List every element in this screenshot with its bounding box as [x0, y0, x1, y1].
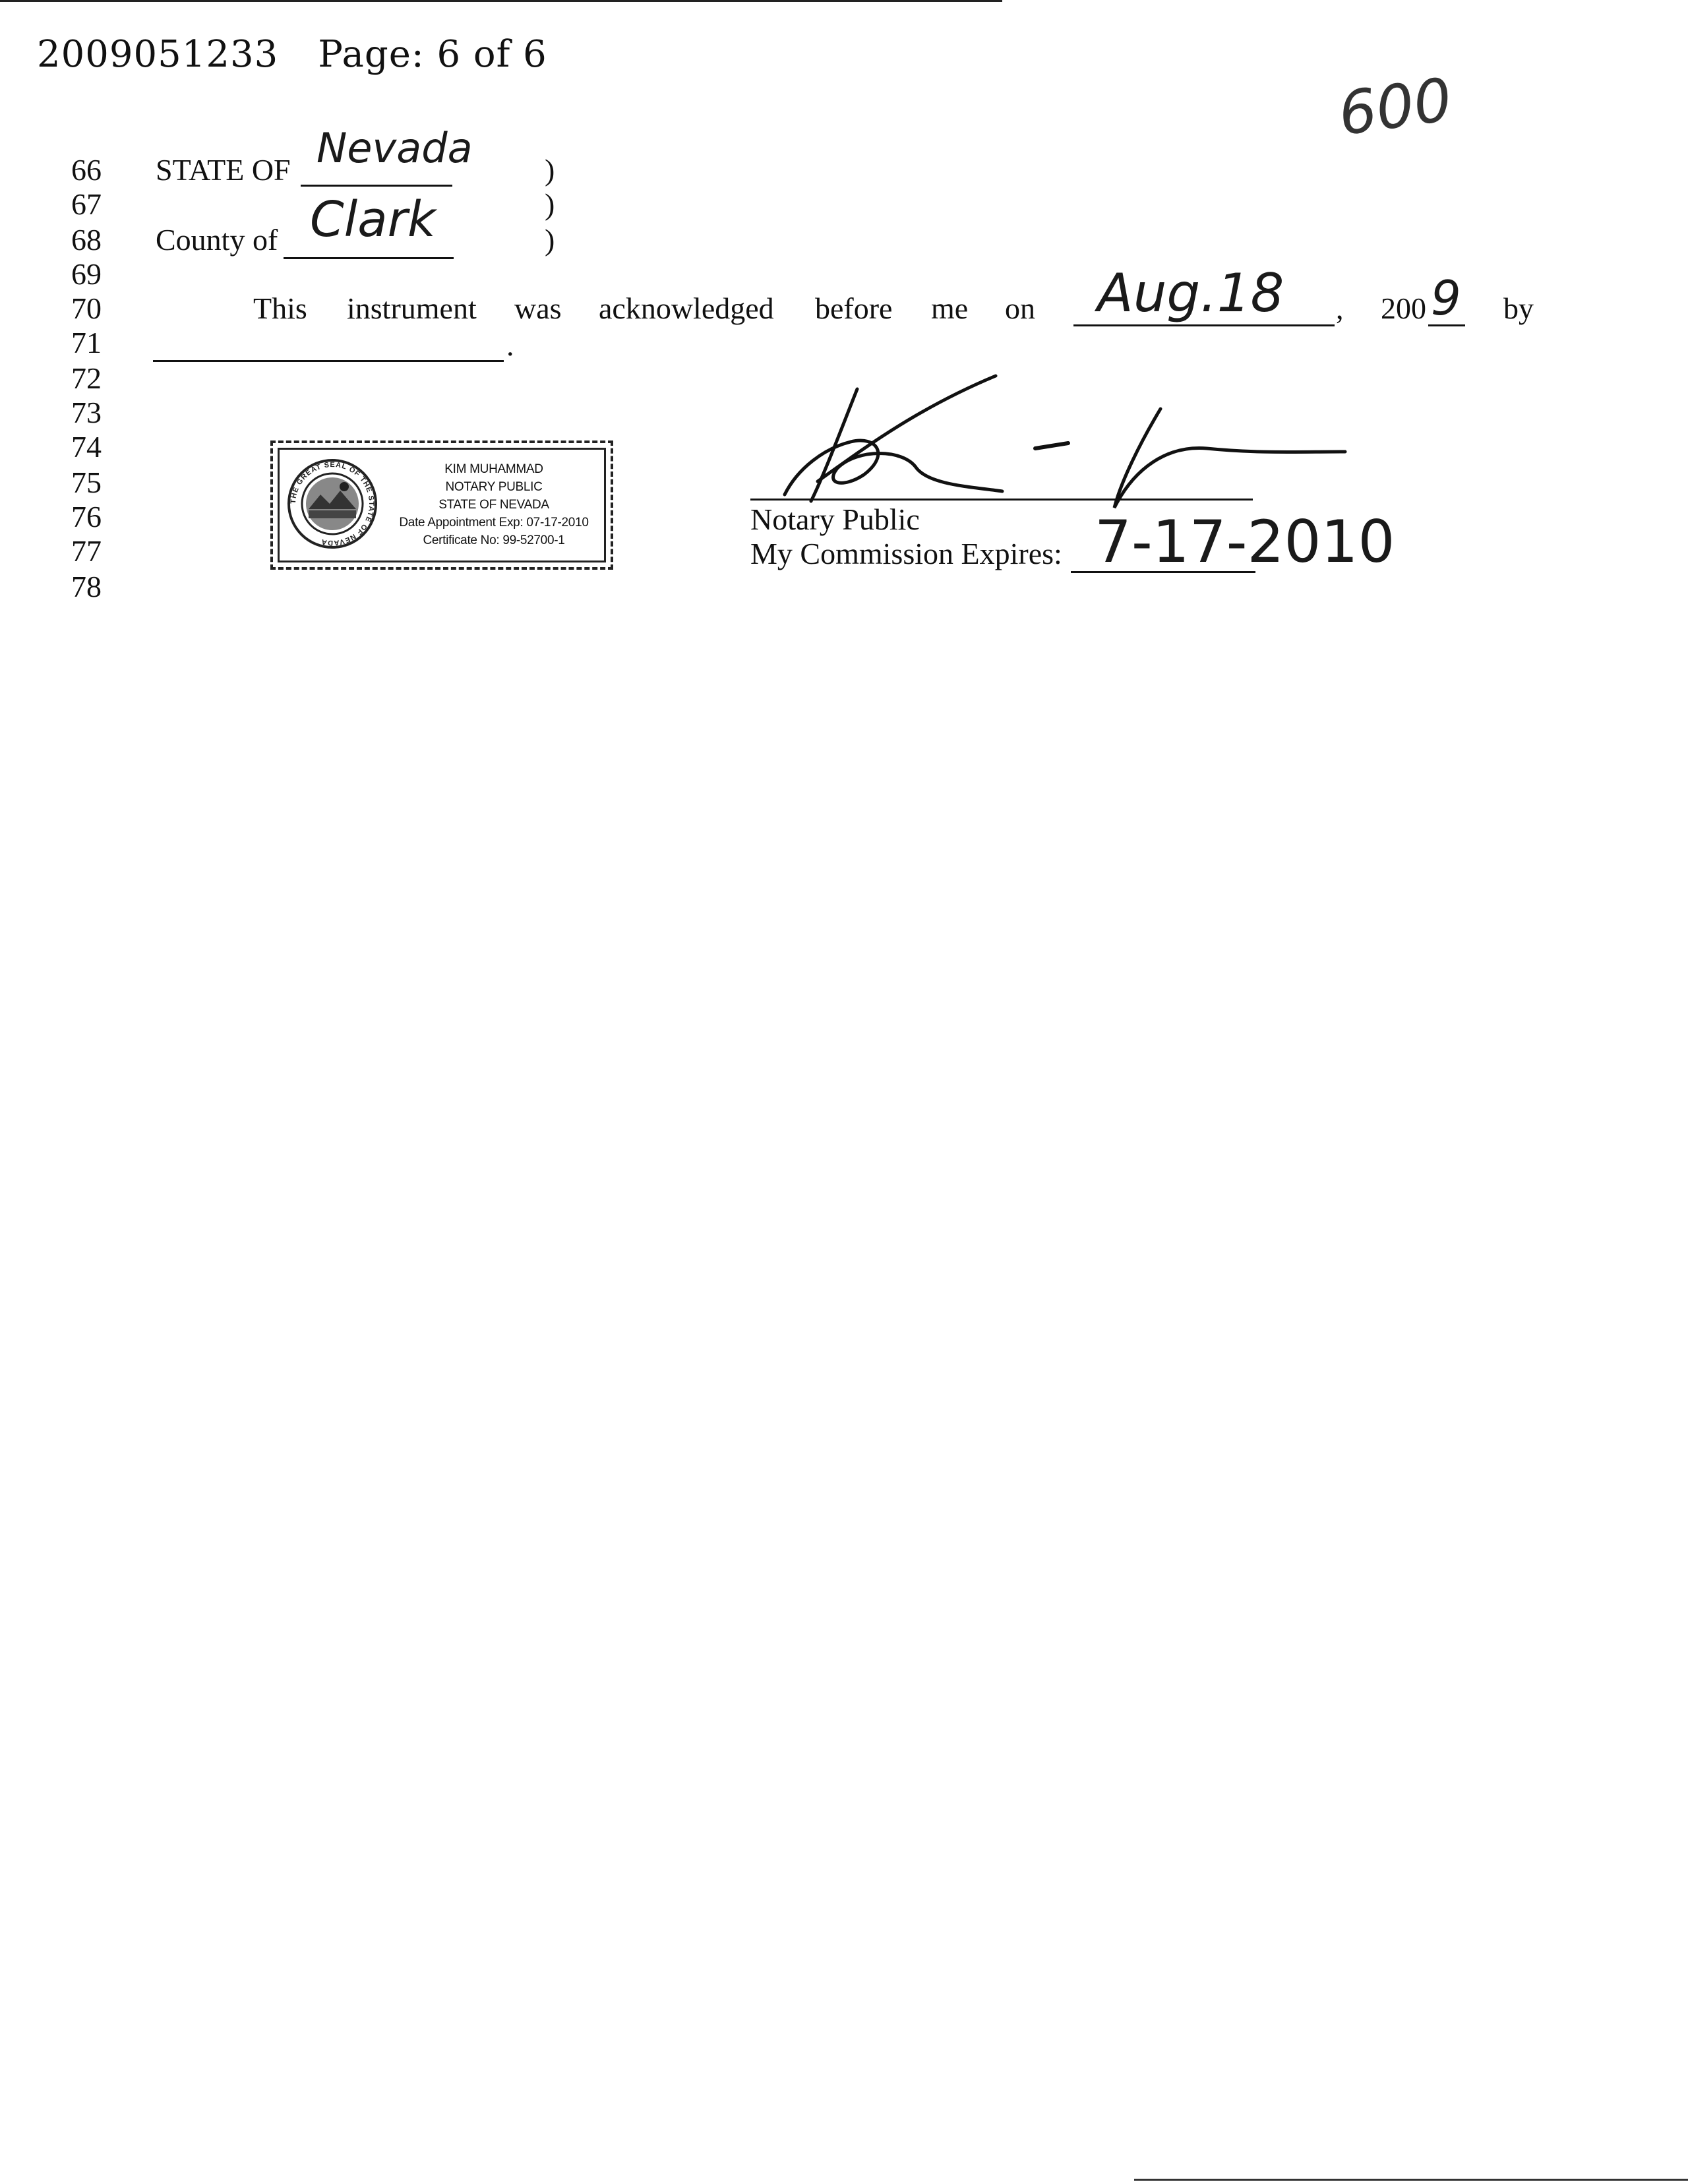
ack-date-handwritten: Aug.18 [1097, 262, 1284, 324]
bracket: ) [545, 187, 555, 221]
notary-title: NOTARY PUBLIC [445, 480, 543, 494]
year-prefix: 200 [1381, 291, 1426, 325]
line-number: 69 [71, 257, 102, 291]
scan-edge-top [0, 0, 1002, 2]
acknowledged-by-field[interactable] [153, 330, 504, 362]
comma: , [1336, 291, 1344, 325]
document-number: 2009051233 [37, 33, 279, 76]
line-number: 76 [71, 500, 102, 533]
county-label: County of [156, 223, 278, 257]
ack-word: was [514, 291, 562, 325]
commission-expires-label: My Commission Expires: [750, 537, 1062, 570]
state-seal-icon [286, 458, 378, 550]
by-label: by [1503, 291, 1534, 325]
ack-word: me [931, 291, 969, 325]
ack-word: instrument [347, 291, 477, 325]
document-header [37, 33, 547, 76]
year-handwritten-digit: 9 [1431, 270, 1461, 326]
signature-line[interactable] [750, 462, 1253, 501]
seal-ring-text: THE GREAT SEAL OF THE STATE OF NEVADA [289, 460, 376, 547]
certificate-number: Certificate No: 99-52700-1 [423, 533, 565, 547]
appointment-expiry: Date Appointment Exp: 07-17-2010 [399, 516, 589, 530]
period: . [506, 328, 514, 362]
stamp-text-block [385, 460, 603, 549]
notary-state: STATE OF NEVADA [438, 498, 549, 512]
line-number: 77 [71, 534, 102, 568]
line-number: 75 [71, 466, 102, 499]
bracket: ) [545, 153, 555, 187]
state-label: STATE OF [156, 153, 291, 187]
ack-word: acknowledged [599, 291, 774, 325]
notary-stamp [270, 440, 613, 570]
line-number: 78 [71, 570, 102, 603]
ack-word: on [1005, 291, 1035, 325]
bracket: ) [545, 223, 555, 257]
line-number: 71 [71, 326, 102, 359]
notary-name: KIM MUHAMMAD [444, 462, 543, 476]
line-number: 72 [71, 361, 102, 395]
line-number: 73 [71, 396, 102, 429]
scan-edge-bottom [1134, 2179, 1688, 2181]
line-number: 66 [71, 153, 102, 187]
ack-word: This [253, 291, 307, 325]
ack-word: before [815, 291, 893, 325]
handwritten-margin-note: 600 [1334, 65, 1457, 150]
commission-expires-handwritten: 7-17-2010 [1095, 508, 1395, 576]
page-indicator: Page: 6 of 6 [318, 33, 547, 76]
line-number: 67 [71, 187, 102, 221]
line-number: 68 [71, 223, 102, 257]
state-handwritten-value: Nevada [316, 124, 473, 172]
line-number: 70 [71, 291, 102, 325]
notary-public-label: Notary Public [750, 502, 920, 536]
line-number: 74 [71, 430, 102, 464]
county-handwritten-value: Clark [310, 191, 436, 248]
